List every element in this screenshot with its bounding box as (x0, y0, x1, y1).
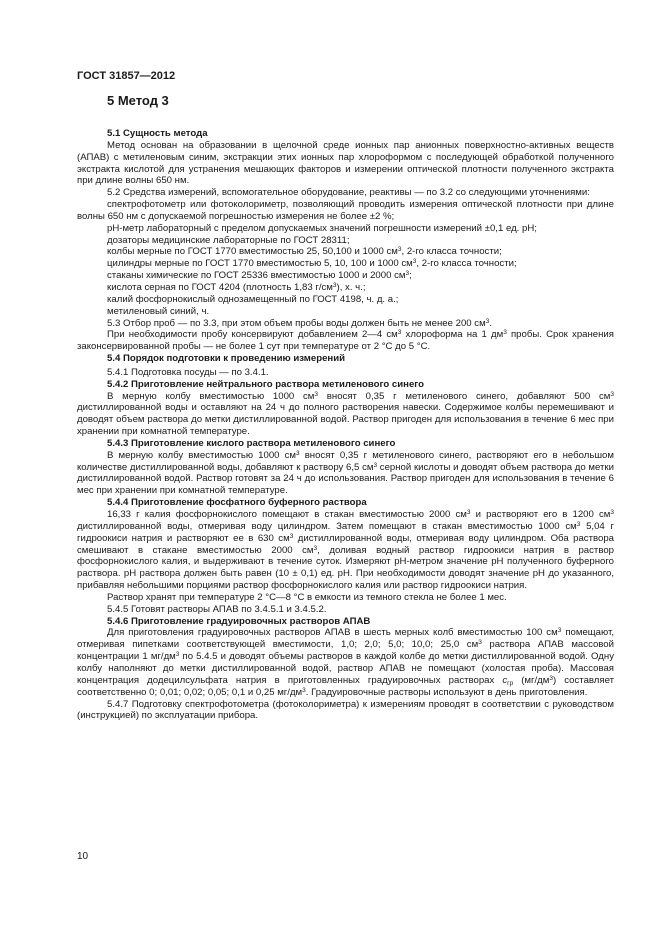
list-item: метиленовый синий, ч. (107, 305, 210, 317)
list-item: цилиндры мерные по ГОСТ 1770 вместимостью 5, 10, 100 и 1000 $см^3$, 2-го класса точности; (107, 258, 517, 270)
paragraph: В мерную колбу вместимостью 1000 $см^3$ вносят 0,35 г метиленового синего, добавляют 500 $см^3$ дистиллированной воды и оставляют на 24 ч до полного растворения навески. Содержимое колбы перемешивают и доводят объем раствора до метки дистиллированной водой. Раствор пригоден для использования в течение 6 мес при хранении при комнатной температуре. (77, 390, 614, 438)
list-item: калий фосфорнокислый однозамещенный по ГОСТ 4198, ч. д. а.; (107, 293, 399, 305)
document-header: ГОСТ 31857—2012 (77, 70, 176, 82)
paragraph: При необходимости пробу консервируют добавлением 2—4 $см^3$ хлороформа на 1 $дм^3$ пробы. Срок хранения законсервированной пробы — не более 1 сут при температуре от 2 °С до 5 °С. (77, 329, 614, 353)
paragraph: 5.4.7 Подготовку спектрофотометра (фотоколориметра) к измерениям проводят в соответствии с руководством (инструкцией) по эксплуатации прибора. (77, 698, 614, 722)
subsection-heading: 5.4.4 Приготовление фосфатного буферного раствора (107, 497, 367, 509)
paragraph: 5.4.1 Подготовка посуды — по 3.4.1. (107, 366, 269, 378)
list-item: стаканы химические по ГОСТ 25336 вместимостью 1000 и 2000 $см^3$; (107, 270, 412, 282)
paragraph: 16,33 г калия фосфорнокислого помещают в стакан вместимостью 2000 $см^3$ и растворяют его в 1200 $см^3$ дистиллированной воды, отмеривая воду цилиндром. Затем помещают в стакан вместимостью 1000 $см^3$ 5,04 г гидроокиси натрия и растворяют ее в 630 $см^3$ дистиллированной воды, отмеривая воду цилиндром. Оба раствора смешивают в стакане вместимостью 2000 $см^3$, доливая водный раствор гидроокиси натрия в раствор фосфорнокислого калия, и выдерживают в течение суток. Измеряют pH-метром значение pH полученного буферного раствора. pH раствора должен быть равен (10 ± 0,1) ед. pH. При необходимости доводят значение pH до указанного, прибавляя небольшими порциями раствор фосфорнокислого калия или раствор гидроокиси натрия. (77, 509, 614, 592)
subsection-heading: 5.1 Сущность метода (107, 128, 208, 139)
subsection-heading: 5.4.2 Приготовление нейтрального раствора метиленового синего (107, 378, 425, 390)
list-item: колбы мерные по ГОСТ 1770 вместимостью 25, 50,100 и 1000 $см^3$, 2-го класса точности; (107, 246, 502, 258)
subsection-heading: 5.4.6 Приготовление градуировочных растворов АПАВ (107, 615, 371, 627)
paragraph: 5.3 Отбор проб — по 3.3, при этом объем пробы воды должен быть не менее 200 $см^3$. (107, 317, 492, 329)
paragraph: 5.4.5 Готовят растворы АПАВ по 3.4.5.1 и 3.4.5.2. (107, 603, 327, 615)
paragraph: Для приготовления градуировочных растворов АПАВ в шесть мерных колб вместимостью 100 $см^3$ помещают, отмеривая пипетками соответствующей вместимости, 1,0; 2,0; 5,0; 10,0; 25,0 $см^3$ раствора АПАВ массовой концентрации 1 $мг/дм^3$ по 5.4.5 и доводят объемы растворов в каждой колбе до метки дистиллированной водой. Одну колбу наполняют до метки дистиллированной водой, раствор АПАВ не помещают (холостая проба). Массовая концентрация додецилсульфата натрия в приготовленных градуировочных растворах $с_{гр}$ $(мг/дм^3)$ составляет соответственно 0; 0,01; 0,02; 0,05; 0,1 и 0,25 $мг/дм^3$. Градуировочные растворы используют в день приготовления. (77, 627, 615, 698)
paragraph: Метод основан на образовании в щелочной среде ионных пар анионных поверхностно-активных веществ (АПАВ) с метиленовым синим, экстракции этих ионных пар хлороформом с последующей обработкой полученного экстракта кислотой для устранения мешающих факторов и измерении оптической плотности полученного экстракта при длине волны 650 нм. (77, 139, 614, 187)
subsection-heading: 5.4.3 Приготовление кислого раствора метиленового синего (107, 437, 396, 449)
paragraph: Раствор хранят при температуре 2 °С—8 °С в емкости из темного стекла не более 1 мес. (107, 591, 507, 603)
list-item: pH-метр лабораторный с пределом допускаемых значений погрешности измерений ±0,1 ед. pH; (107, 222, 537, 234)
subsection-heading: 5.4 Порядок подготовки к проведению измерений (107, 353, 346, 365)
list-item: дозаторы медицинские лабораторные по ГОСТ 28311; (107, 234, 350, 246)
section-title: 5 Метод 3 (107, 93, 169, 108)
list-item: спектрофотометр или фотоколориметр, позволяющий проводить измерения оптической плотности при длине волны 650 нм с допускаемой погрешностью измерения не более ±2 %; (77, 199, 614, 222)
paragraph: В мерную колбу вместимостью 1000 $см^3$ вносят 0,35 г метиленового синего, растворяют его в небольшом количестве дистиллированной воды, добавляют к раствору 6,5 $см^3$ серной кислоты и доводят объем раствора до метки дистиллированной водой. Раствор готовят за 24 ч до использования. Раствор пригоден для использования в течение 6 мес при хранении при комнатной температуре. (77, 449, 614, 497)
paragraph: 5.2 Средства измерений, вспомогательное оборудование, реактивы — по 3.2 со следующими уточнениями: (107, 187, 590, 199)
list-item: кислота серная по ГОСТ 4204 (плотность 1,83 $г/см^3$), х. ч.; (107, 281, 366, 293)
document-body (77, 125, 614, 722)
page-number: 10 (77, 851, 89, 862)
